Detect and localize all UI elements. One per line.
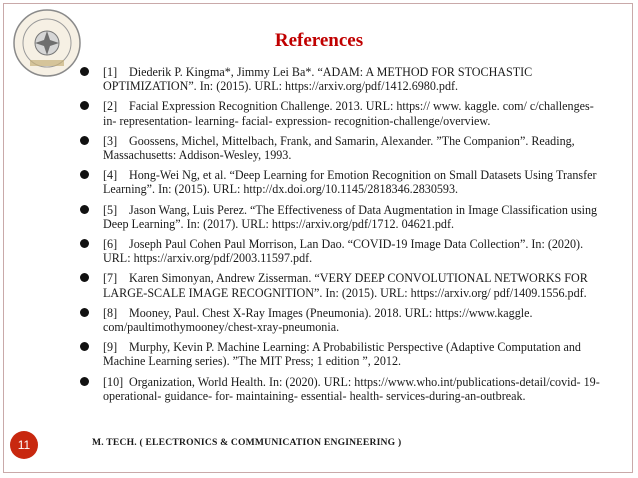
reference-number: [8] bbox=[103, 305, 118, 320]
bullet-icon bbox=[80, 170, 89, 179]
reference-item bbox=[80, 306, 610, 334]
reference-item bbox=[80, 340, 610, 368]
reference-list bbox=[80, 65, 610, 409]
bullet-icon bbox=[80, 205, 89, 214]
reference-text: Goossens, Michel, Mittelbach, Frank, and Samarin, Alexander. ”The Companion”. Reading, Massachusetts: Addison-Wesley, 1993. bbox=[103, 133, 575, 163]
reference-item bbox=[80, 134, 610, 162]
reference-item bbox=[80, 203, 610, 231]
reference-number: [4] bbox=[103, 168, 118, 183]
reference-item bbox=[80, 375, 610, 403]
reference-item bbox=[80, 99, 610, 127]
reference-number: [1] bbox=[103, 65, 118, 79]
reference-text: Organization, World Health. In: (2020). URL: https://www.who.int/publications-detail/covid- 19- operational- guidance- for- maintaining- essential- health- services-during-an-outbreak. bbox=[103, 374, 600, 403]
bullet-icon bbox=[80, 136, 89, 145]
page-number-badge: 11 bbox=[10, 431, 38, 459]
reference-text: Mooney, Paul. Chest X-Ray Images (Pneumonia). 2018. URL: https://www.kaggle. com/paultimothymooney/chest-xray-pneumonia. bbox=[103, 305, 533, 335]
reference-text: Hong-Wei Ng, et al. “Deep Learning for Emotion Recognition on Small Datasets Using Transfer Learning”. In: (2015). URL: http://dx.doi.org/10.1145/2818346.2830593. bbox=[103, 168, 597, 197]
reference-item bbox=[80, 237, 610, 265]
reference-number: [9] bbox=[103, 340, 118, 355]
reference-text: Facial Expression Recognition Challenge. 2013. URL: https:// www. kaggle. com/ c/challenges- in- representation- learning- facial- expression- recognition-challenge/overview. bbox=[103, 99, 594, 128]
bullet-icon bbox=[80, 239, 89, 248]
page-title: References bbox=[274, 30, 364, 51]
reference-text: Murphy, Kevin P. Machine Learning: A Probabilistic Perspective (Adaptive Computation and Machine Learning series). ”The MIT Press; 1 edition ”, 2012. bbox=[103, 340, 581, 369]
bullet-icon bbox=[80, 273, 89, 282]
reference-number: [10] bbox=[103, 374, 124, 389]
reference-item bbox=[80, 271, 610, 299]
reference-number: [6] bbox=[103, 237, 118, 252]
reference-number: [7] bbox=[103, 271, 118, 286]
reference-item bbox=[80, 65, 610, 93]
footer-department: M. TECH. ( ELECTRONICS & COMMUNICATION ENGINEERING ) bbox=[92, 437, 402, 448]
reference-item bbox=[80, 168, 610, 196]
bullet-icon bbox=[80, 308, 89, 317]
bullet-icon bbox=[80, 377, 89, 386]
reference-number: [5] bbox=[103, 202, 118, 217]
reference-number: [2] bbox=[103, 99, 118, 114]
reference-text: Joseph Paul Cohen Paul Morrison, Lan Dao. “COVID-19 Image Data Collection”. In: (2020). URL: https://arxiv.org/pdf/2003.11597.pdf. bbox=[103, 237, 584, 266]
reference-text: Karen Simonyan, Andrew Zisserman. “VERY DEEP CONVOLUTIONAL NETWORKS FOR LARGE-SCALE IMAGE RECOGNITION”. In: (2015). URL: https://arxiv.org/ pdf/1409.1556.pdf. bbox=[103, 271, 588, 300]
bullet-icon bbox=[80, 67, 89, 76]
reference-text: Jason Wang, Luis Perez. “The Effectiveness of Data Augmentation in Image Classification using Deep Learning”. In: (2017). URL: https://arxiv.org/pdf/1712. 04621.pdf. bbox=[103, 202, 598, 231]
reference-text: Diederik P. Kingma*, Jimmy Lei Ba*. “ADAM: A METHOD FOR STOCHASTIC OPTIMIZATION”. In: (2015). URL: https://arxiv.org/pdf/1412.6980.pdf. bbox=[103, 65, 533, 94]
bullet-icon bbox=[80, 101, 89, 110]
reference-number: [3] bbox=[103, 133, 118, 148]
bullet-icon bbox=[80, 342, 89, 351]
